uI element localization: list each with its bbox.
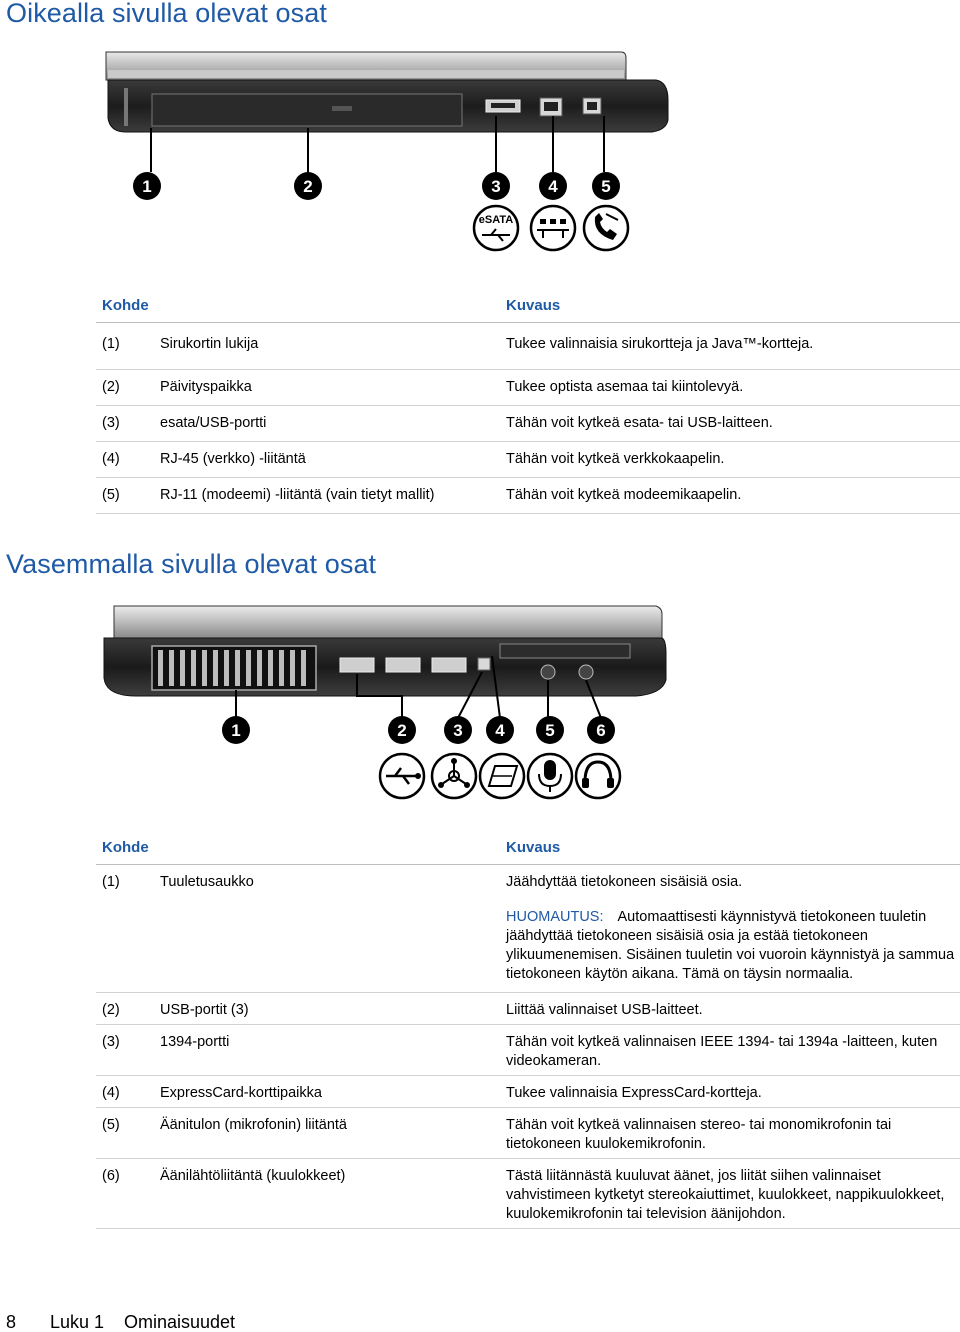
table-row bbox=[96, 442, 960, 478]
callout-3 bbox=[482, 172, 510, 200]
mic-jack bbox=[541, 665, 555, 679]
headphone-icon bbox=[576, 754, 620, 798]
callout-1 bbox=[133, 172, 161, 200]
svg-text:1: 1 bbox=[142, 177, 152, 196]
note-text: Automaattisesti käynnistyvä tietokoneen tuuletin jäähdyttää tietokoneen sisäisiä osia ja estää tietokoneen ylikuumenemisen. Sisäinen tuuletin voi vuoroin käynnistyä ja sammua tietokoneen käytön aikana. Tämä on täysin normaalia. bbox=[506, 909, 955, 982]
expresscard-icon bbox=[480, 754, 524, 798]
row-item: Sirukortin lukija bbox=[154, 323, 500, 370]
table-row bbox=[96, 1108, 960, 1159]
row-item: RJ-11 (modeemi) -liitäntä (vain tietyt mallit) bbox=[154, 478, 500, 514]
header-item: Kohde bbox=[96, 828, 500, 865]
row-number: (1) bbox=[96, 323, 154, 370]
row-number: (4) bbox=[96, 1076, 154, 1108]
laptop-left-side-illustration bbox=[96, 600, 676, 805]
table-row bbox=[96, 1025, 960, 1076]
left-side-components-table bbox=[96, 828, 960, 1229]
row-desc: Tästä liitännästä kuuluvat äänet, jos liität siihen valinnaiset vahvistimeen kytketyt stereokaiuttimet, kuulokkeet, nappikuulokkeet, kuulokemikrofonin tai television äänijohdon. bbox=[500, 1159, 960, 1229]
firewire-port bbox=[478, 658, 490, 670]
headphone-jack bbox=[579, 665, 593, 679]
callout-5 bbox=[592, 172, 620, 200]
callout-6 bbox=[587, 716, 615, 744]
laptop-right-side-illustration bbox=[96, 44, 676, 264]
header-item: Kohde bbox=[96, 286, 500, 323]
callout-2 bbox=[388, 716, 416, 744]
upgrade-bay bbox=[152, 94, 462, 126]
table-row bbox=[96, 1076, 960, 1108]
row-desc: Tähän voit kytkeä esata- tai USB-laitteen. bbox=[500, 406, 960, 442]
row-item: Äänitulon (mikrofonin) liitäntä bbox=[154, 1108, 500, 1159]
expresscard-slot bbox=[500, 644, 630, 658]
svg-text:3: 3 bbox=[453, 721, 463, 740]
row-item: RJ-45 (verkko) -liitäntä bbox=[154, 442, 500, 478]
row-number: (3) bbox=[96, 406, 154, 442]
row-number: (1) bbox=[96, 865, 154, 993]
row-item: ExpressCard-korttipaikka bbox=[154, 1076, 500, 1108]
row-number: (4) bbox=[96, 442, 154, 478]
row-item: Äänilähtöliitäntä (kuulokkeet) bbox=[154, 1159, 500, 1229]
row-desc: Tähän voit kytkeä modeemikaapelin. bbox=[500, 478, 960, 514]
row-desc: Tähän voit kytkeä verkkokaapelin. bbox=[500, 442, 960, 478]
row-item: Päivityspaikka bbox=[154, 370, 500, 406]
page-number: 8 bbox=[6, 1312, 17, 1332]
svg-text:2: 2 bbox=[397, 721, 407, 740]
callout-4 bbox=[486, 716, 514, 744]
usb-port-2 bbox=[386, 658, 420, 672]
row-desc: Tukee optista asemaa tai kiintolevyä. bbox=[500, 370, 960, 406]
section-title-right-side: Oikealla sivulla olevat osat bbox=[6, 0, 327, 28]
row-number: (6) bbox=[96, 1159, 154, 1229]
row-desc-text: Jäähdyttää tietokoneen sisäisiä osia. bbox=[506, 874, 743, 890]
table-row bbox=[96, 865, 960, 993]
row-desc bbox=[500, 865, 960, 993]
esata-usb-icon bbox=[474, 206, 518, 250]
row-item: USB-portit (3) bbox=[154, 993, 500, 1025]
callout-1 bbox=[222, 716, 250, 744]
callout-2 bbox=[294, 172, 322, 200]
section-title-left-side: Vasemmalla sivulla olevat osat bbox=[6, 549, 377, 579]
row-desc: Tukee valinnaisia ExpressCard-kortteja. bbox=[500, 1076, 960, 1108]
row-desc: Tähän voit kytkeä valinnaisen IEEE 1394- tai 1394a -laitteen, kuten videokameran. bbox=[500, 1025, 960, 1076]
row-number: (3) bbox=[96, 1025, 154, 1076]
row-number: (2) bbox=[96, 370, 154, 406]
row-desc: Tukee valinnaisia sirukortteja ja Java™-kortteja. bbox=[500, 323, 960, 370]
row-desc: Tähän voit kytkeä valinnaisen stereo- tai monomikrofonin tai tietokoneen kuulokemikrofonin. bbox=[500, 1108, 960, 1159]
svg-text:6: 6 bbox=[596, 721, 606, 740]
svg-text:2: 2 bbox=[303, 177, 313, 196]
note bbox=[506, 908, 960, 984]
row-item: Tuuletusaukko bbox=[154, 865, 500, 993]
svg-text:5: 5 bbox=[601, 177, 611, 196]
callout-4 bbox=[539, 172, 567, 200]
table-row bbox=[96, 993, 960, 1025]
right-side-components-table bbox=[96, 286, 960, 514]
row-item: esata/USB-portti bbox=[154, 406, 500, 442]
firewire-1394-icon bbox=[432, 754, 476, 798]
table-header-row bbox=[96, 286, 960, 323]
network-jack-icon bbox=[531, 206, 575, 250]
chapter-title: Ominaisuudet bbox=[124, 1312, 236, 1332]
table-row bbox=[96, 370, 960, 406]
usb-port-3 bbox=[432, 658, 466, 672]
table-row bbox=[96, 478, 960, 514]
row-number: (5) bbox=[96, 478, 154, 514]
usb-icon bbox=[380, 754, 424, 798]
header-desc: Kuvaus bbox=[500, 286, 960, 323]
svg-text:3: 3 bbox=[491, 177, 501, 196]
header-desc: Kuvaus bbox=[500, 828, 960, 865]
page-footer bbox=[6, 1312, 235, 1332]
smart-card-reader bbox=[124, 88, 128, 126]
modem-phone-icon bbox=[584, 206, 628, 250]
svg-text:4: 4 bbox=[495, 721, 505, 740]
svg-text:5: 5 bbox=[545, 721, 555, 740]
callout-5 bbox=[536, 716, 564, 744]
usb-port-1 bbox=[340, 658, 374, 672]
table-header-row bbox=[96, 828, 960, 865]
row-number: (5) bbox=[96, 1108, 154, 1159]
row-number: (2) bbox=[96, 993, 154, 1025]
row-desc: Liittää valinnaiset USB-laitteet. bbox=[500, 993, 960, 1025]
microphone-icon bbox=[528, 754, 572, 798]
table-row bbox=[96, 1159, 960, 1229]
note-label: HUOMAUTUS: bbox=[506, 909, 604, 925]
svg-text:4: 4 bbox=[548, 177, 558, 196]
svg-text:1: 1 bbox=[231, 721, 241, 740]
row-item: 1394-portti bbox=[154, 1025, 500, 1076]
table-row bbox=[96, 323, 960, 370]
callout-3 bbox=[444, 716, 472, 744]
chapter-label: Luku 1 bbox=[50, 1312, 105, 1332]
table-row bbox=[96, 406, 960, 442]
svg-text:eSATA: eSATA bbox=[478, 214, 514, 226]
